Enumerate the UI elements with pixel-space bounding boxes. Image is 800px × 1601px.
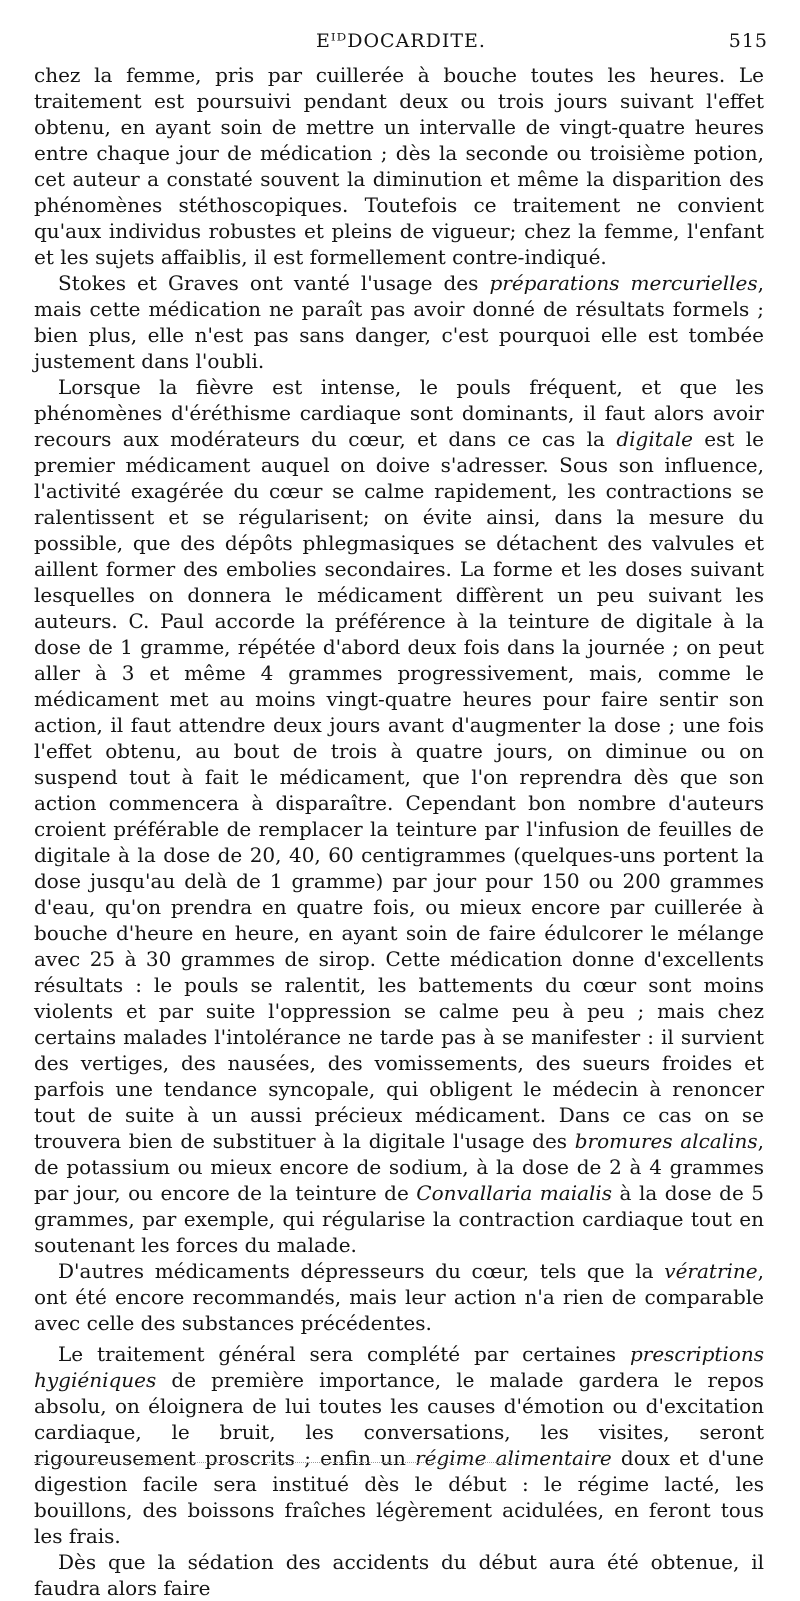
paragraph-continued: chez la femme, pris par cuillerée à bouche toutes les heures. Le traitement est poursuivi pendant deux ou trois jours suivant l'effet obtenu, en ayant soin de mettre un intervalle de vingt-quatre heures entre chaque jour de médication ; dès la seconde ou troisième potion, cet auteur a constaté souvent la diminution et même la disparition des phénomènes stéthoscopiques. Toutefois ce traitement ne convient qu'aux individus robustes et pleins de vigueur; chez la femme, l'enfant et les sujets affaiblis, il est formellement contre-indiqué. bbox=[34, 63, 764, 269]
paragraph-digitale: Lorsque la fièvre est intense, le pouls fréquent, et que les phénomènes d'éréthisme cardiaque sont dominants, il faut alors avoir recours aux modérateurs du cœur, et dans ce cas la digitale est le premier médicament auquel on doive s'adresser. Sous son influence, l'activité exagérée du cœur se calme rapidement, les contractions se ralentissent et se régularisent; on évite ainsi, dans la mesure du possible, que des dépôts phlegmasiques se détachent des valvules et aillent former des embolies secondaires. La forme et les doses suivant lesquelles on donnera le médicament diffèrent un peu suivant les auteurs. C. Paul accorde la préférence à la teinture de digitale à la dose de 1 gramme, répétée d'abord deux fois dans la journée ; on peut aller à 3 et même 4 grammes progressivement, mais, comme le médicament met au moins vingt-quatre heures pour faire sentir son action, il faut attendre deux jours avant d'augmenter la dose ; une fois l'effet obtenu, au bout de trois à quatre jours, on diminue ou on suspend tout à fait le médicament, que l'on reprendra dès que son action commencera à disparaître. Cependant bon nombre d'auteurs croient préférable de remplacer la teinture par l'infusion de feuilles de digitale à la dose de 20, 40, 60 centigrammes (quelques-uns portent la dose jusqu'au delà de 1 gramme) par jour pour 150 ou 200 grammes d'eau, qu'on prendra en quatre fois, ou mieux encore par cuillerée à bouche d'heure en heure, en ayant soin de faire édulcorer le mélange avec 25 à 30 grammes de sirop. Cette médication donne d'excellents résultats : le pouls se ralentit, les battements du cœur sont moins violents et par suite l'oppression se calme peu à peu ; mais chez certains malades l'intolérance ne tarde pas à se manifester : il survient des vertiges, des nausées, des vomissements, des sueurs froides et parfois une tendance syncopale, qui obligent le médecin à renoncer tout de suite à un aussi précieux médicament. Dans ce cas on se trouvera bien de substituer à la digitale l'usage des bromures alcalins, de potassium ou mieux encore de sodium, à la dose de 2 à 4 grammes par jour, ou encore de la teinture de Convallaria maialis à la dose de 5 grammes, par exemple, qui régularise la contraction cardiaque tout en soutenant les forces du malade. bbox=[34, 375, 765, 1257]
emphasis-term: bromures alcalins bbox=[574, 1129, 758, 1153]
body-text bbox=[34, 62, 764, 1601]
emphasis-term: Convallaria maialis bbox=[416, 1181, 613, 1205]
emphasis-term: préparations mercurielles bbox=[489, 271, 758, 295]
emphasis-term: digitale bbox=[616, 427, 693, 451]
bleed-through-line bbox=[34, 1462, 514, 1464]
running-header bbox=[34, 30, 768, 56]
running-title: EᴵᴰDOCARDITE. bbox=[316, 30, 486, 52]
paragraph-veratrine: D'autres médicaments dépresseurs du cœur, tels que la vératrine, ont été encore recommandés, mais leur action n'a rien de comparable avec celle des substances précédentes. bbox=[34, 1259, 764, 1335]
paragraph-hygiene: Le traitement général sera complété par certaines prescriptions hygiéniques de première importance, le malade gardera le repos absolu, on éloignera de lui toutes les causes d'émotion ou d'excitation cardiaque, le bruit, les conversations, les visites, seront rigoureusement proscrits ; enfin un régime alimentaire doux et d'une digestion facile sera institué dès le début : le régime lacté, les bouillons, des boissons fraîches légèrement acidulées, en feront tous les frais. bbox=[34, 1342, 764, 1548]
emphasis-term: régime alimentaire bbox=[415, 1446, 612, 1470]
paragraph-sedation: Dès que la sédation des accidents du début aura été obtenue, il faudra alors faire bbox=[34, 1550, 764, 1600]
paragraph-mercurial: Stokes et Graves ont vanté l'usage des préparations mercurielles, mais cette médication ne paraît pas avoir donné de résultats formels ; bien plus, elle n'est pas sans danger, c'est pourquoi elle est tombée justement dans l'oubli. bbox=[34, 271, 765, 373]
emphasis-term: prescriptions hygiéniques bbox=[34, 1342, 764, 1392]
page-number: 515 bbox=[728, 30, 768, 52]
emphasis-term: vératrine bbox=[664, 1259, 758, 1283]
